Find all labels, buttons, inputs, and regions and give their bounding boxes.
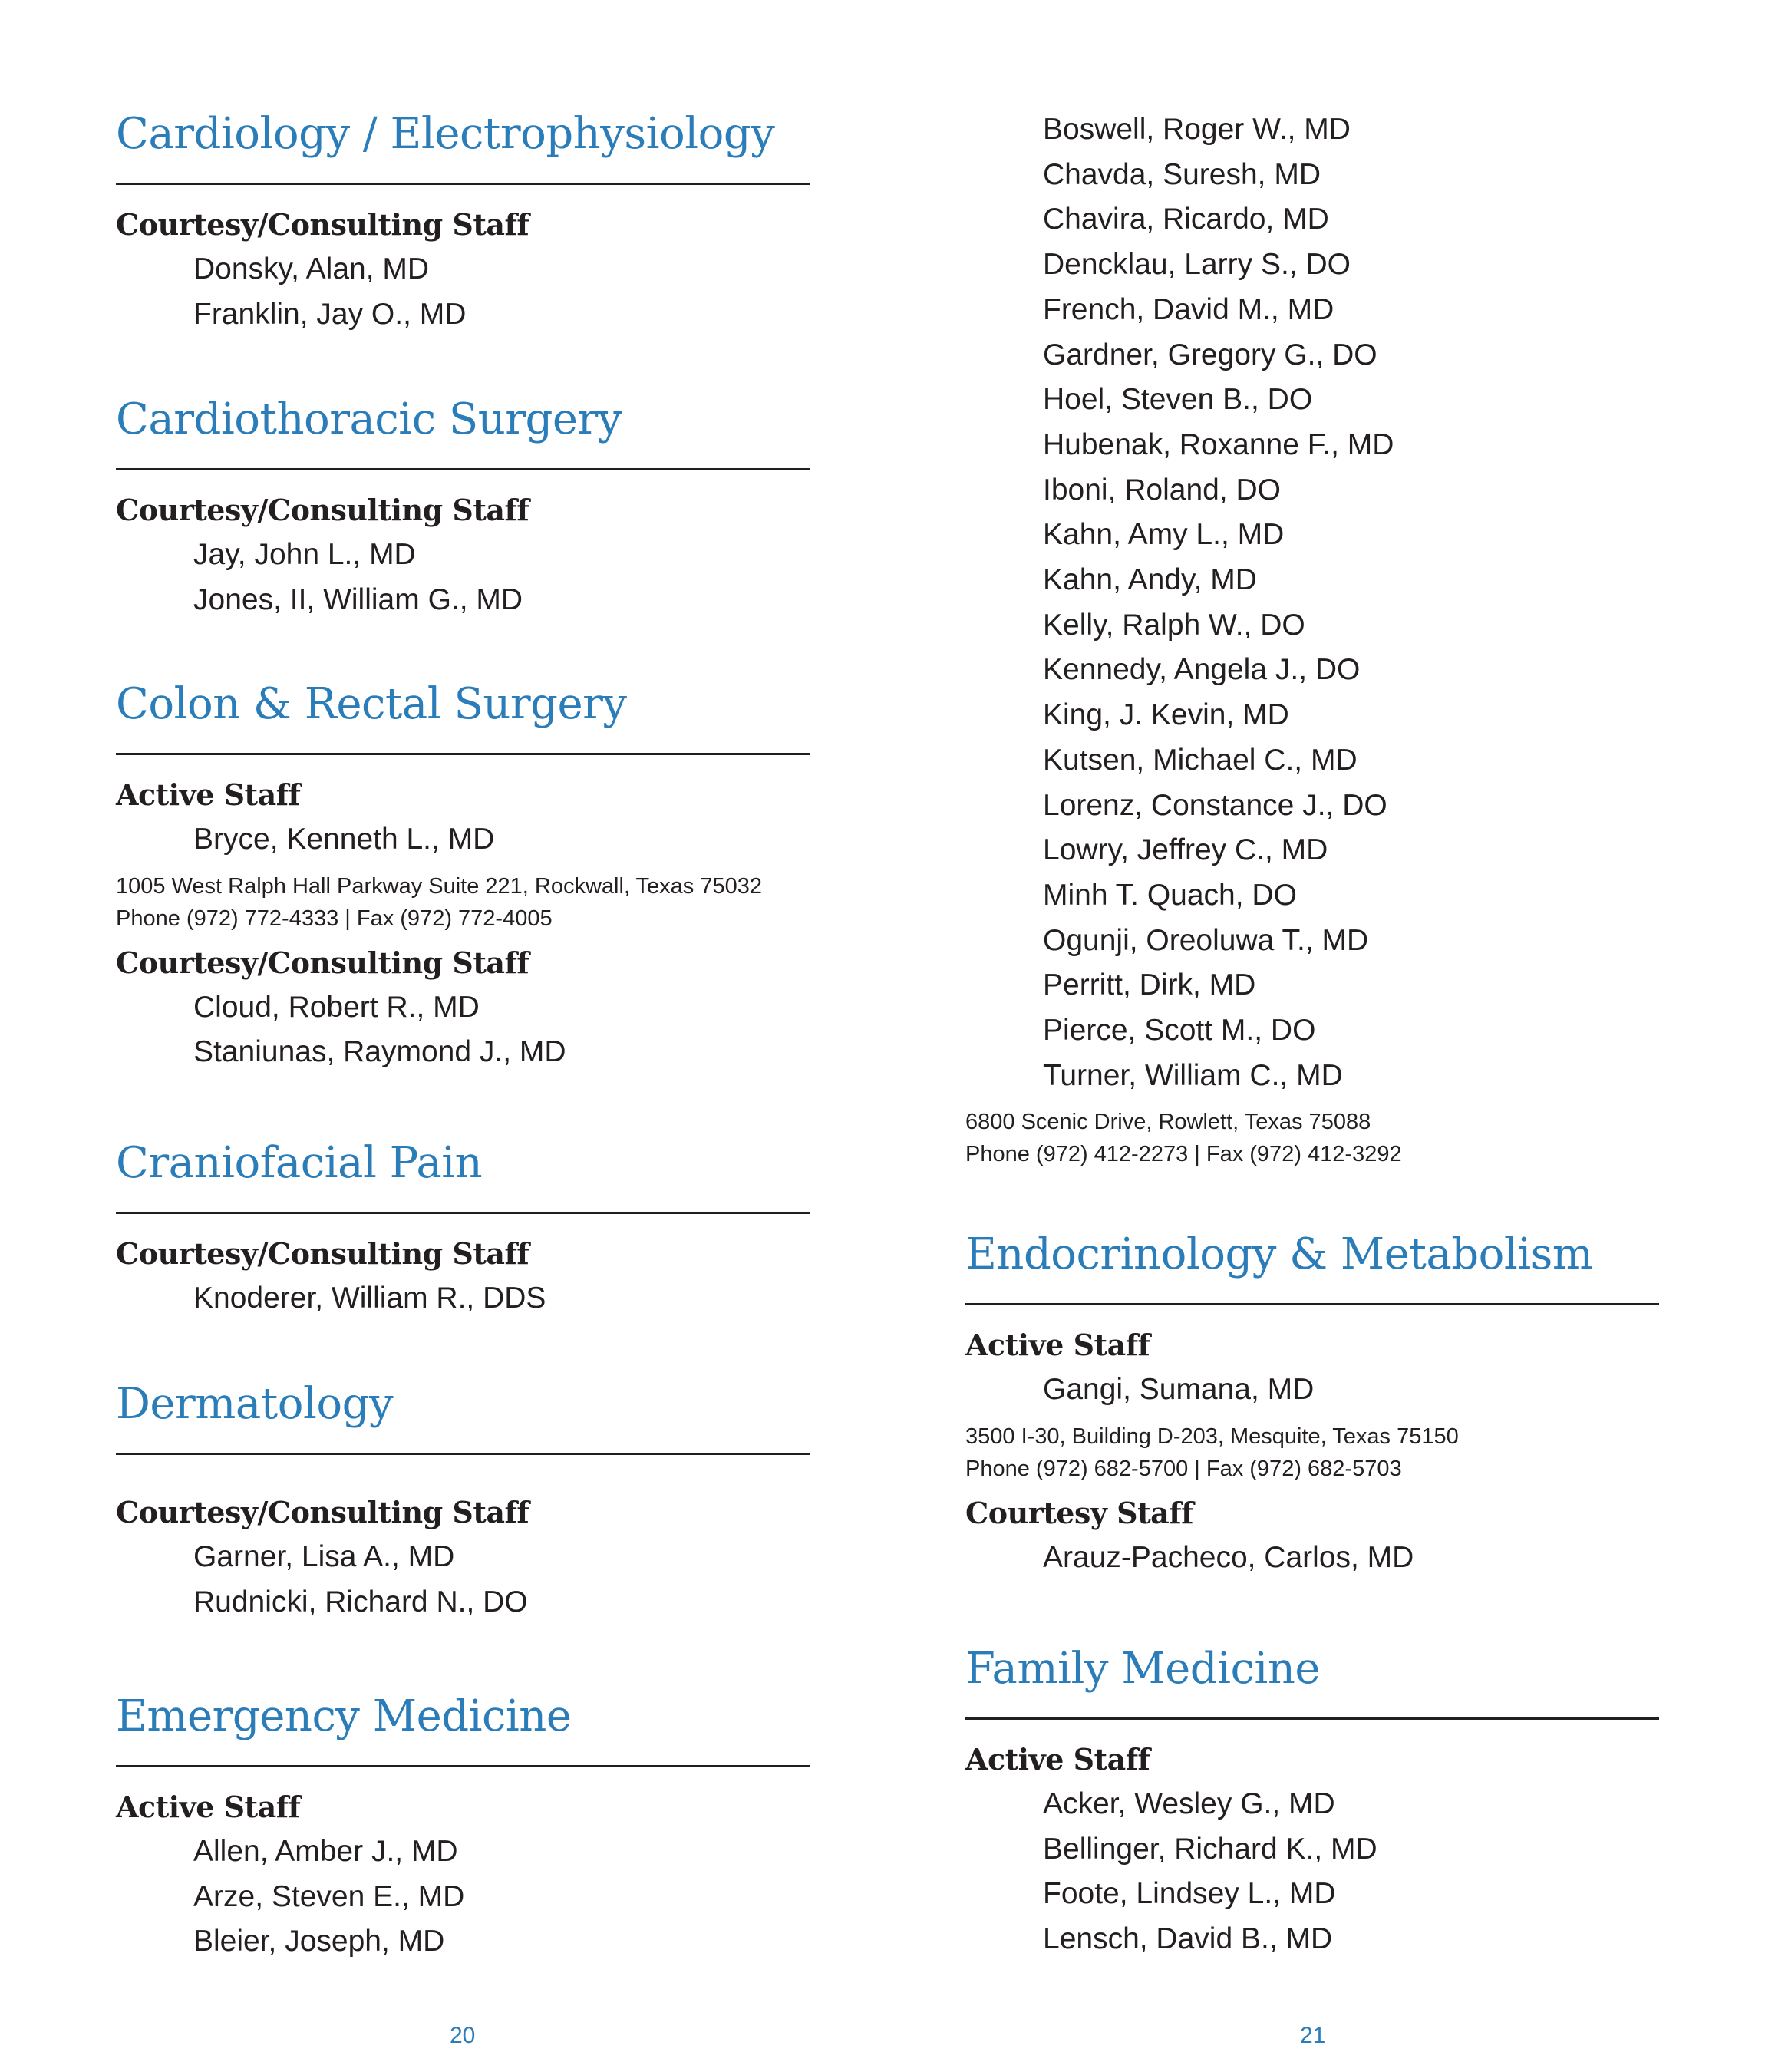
office-phone-fax: Phone (972) 412-2273 | Fax (972) 412-3292 xyxy=(965,1142,1402,1167)
section-heading: Emergency Medicine xyxy=(116,1691,572,1741)
divider xyxy=(116,1212,810,1214)
name-list xyxy=(116,1829,810,1965)
section-heading: Endocrinology & Metabolism xyxy=(965,1229,1593,1279)
physician-name: Franklin, Jay O., MD xyxy=(193,297,467,331)
physician-name: Jay, John L., MD xyxy=(193,538,416,571)
section-cardiology xyxy=(116,107,810,337)
name-list xyxy=(116,247,810,337)
name-list xyxy=(965,1782,1659,1962)
name-list xyxy=(116,1276,810,1321)
physician-name: Chavira, Ricardo, MD xyxy=(1043,203,1329,236)
physician-name: Allen, Amber J., MD xyxy=(193,1835,458,1868)
divider xyxy=(116,753,810,755)
physician-name: Iboni, Roland, DO xyxy=(1043,473,1282,506)
physician-name: Dencklau, Larry S., DO xyxy=(1043,248,1351,282)
office-address: 1005 West Ralph Hall Parkway Suite 221, Rockwall, Texas 75032 xyxy=(116,873,762,899)
section-family-medicine xyxy=(965,1642,1659,1962)
physician-name: Knoderer, William R., DDS xyxy=(193,1282,546,1315)
physician-name: Bleier, Joseph, MD xyxy=(193,1925,445,1958)
section-craniofacial xyxy=(116,1137,810,1321)
staff-group-courtesy xyxy=(965,1491,1659,1581)
name-list xyxy=(965,1368,1659,1413)
physician-name: Hoel, Steven B., DO xyxy=(1043,383,1313,417)
staff-group-active xyxy=(116,773,810,935)
physician-name: Kahn, Andy, MD xyxy=(1043,563,1257,597)
divider xyxy=(965,1303,1659,1305)
physician-name: Bellinger, Richard K., MD xyxy=(1043,1832,1377,1866)
office-phone-fax: Phone (972) 682-5700 | Fax (972) 682-5703 xyxy=(965,1456,1402,1481)
staff-group xyxy=(965,1737,1659,1962)
physician-name: Kutsen, Michael C., MD xyxy=(1043,743,1358,777)
physician-name: French, David M., MD xyxy=(1043,292,1334,326)
divider xyxy=(116,183,810,185)
physician-name: King, J. Kevin, MD xyxy=(1043,698,1289,732)
staff-group-title: Courtesy/Consulting Staff xyxy=(116,1236,530,1271)
name-list xyxy=(116,817,810,863)
staff-group-title: Active Staff xyxy=(116,777,301,812)
staff-group xyxy=(116,1490,810,1625)
divider xyxy=(116,1765,810,1767)
staff-group-title: Courtesy/Consulting Staff xyxy=(116,945,530,980)
section-heading: Cardiology / Electrophysiology xyxy=(116,109,775,159)
staff-group-title: Active Staff xyxy=(116,1790,301,1824)
name-list xyxy=(965,1536,1659,1581)
office-address-block xyxy=(116,870,810,935)
staff-group-active xyxy=(965,1323,1659,1485)
staff-group xyxy=(116,203,810,337)
divider xyxy=(116,468,810,470)
physician-name: Lensch, David B., MD xyxy=(1043,1922,1333,1956)
staff-group xyxy=(116,1232,810,1321)
staff-group-title: Courtesy Staff xyxy=(965,1495,1193,1530)
physician-name: Lowry, Jeffrey C., MD xyxy=(1043,833,1328,867)
divider xyxy=(965,1717,1659,1720)
physician-name: Chavda, Suresh, MD xyxy=(1043,157,1321,191)
name-list xyxy=(116,533,810,622)
physician-name: Staniunas, Raymond J., MD xyxy=(193,1035,566,1069)
physician-name: Jones, II, William G., MD xyxy=(193,582,523,616)
staff-group-title: Courtesy/Consulting Staff xyxy=(116,1495,530,1529)
office-address-block xyxy=(965,1420,1659,1485)
office-address: 3500 I-30, Building D-203, Mesquite, Texas 75150 xyxy=(965,1424,1459,1449)
staff-group xyxy=(116,1785,810,1965)
physician-name: Bryce, Kenneth L., MD xyxy=(193,823,495,856)
physician-name: Kelly, Ralph W., DO xyxy=(1043,608,1305,642)
section-dermatology xyxy=(116,1377,810,1625)
physician-name: Arauz-Pacheco, Carlos, MD xyxy=(1043,1540,1414,1574)
physician-name: Gangi, Sumana, MD xyxy=(1043,1373,1315,1406)
physician-name: Garner, Lisa A., MD xyxy=(193,1540,455,1573)
section-endocrinology xyxy=(965,1228,1659,1580)
physician-name: Kahn, Amy L., MD xyxy=(1043,518,1285,552)
page-number-left: 20 xyxy=(450,2023,476,2048)
section-heading: Family Medicine xyxy=(965,1644,1321,1694)
section-heading: Dermatology xyxy=(116,1379,394,1429)
physician-name: Rudnicki, Richard N., DO xyxy=(193,1585,528,1618)
physician-name: Donsky, Alan, MD xyxy=(193,252,430,285)
staff-group-title: Active Staff xyxy=(965,1328,1150,1362)
name-list xyxy=(116,985,810,1075)
office-address-block xyxy=(965,1106,1402,1170)
office-address: 6800 Scenic Drive, Rowlett, Texas 75088 xyxy=(965,1110,1371,1135)
physician-name: Arze, Steven E., MD xyxy=(193,1879,465,1913)
section-heading: Craniofacial Pain xyxy=(116,1138,483,1188)
physician-name: Turner, William C., MD xyxy=(1043,1058,1343,1092)
office-phone-fax: Phone (972) 772-4333 | Fax (972) 772-4005 xyxy=(116,906,553,931)
divider xyxy=(116,1453,810,1455)
physician-name: Kennedy, Angela J., DO xyxy=(1043,653,1361,687)
staff-group-title: Courtesy/Consulting Staff xyxy=(116,493,530,527)
staff-group-title: Active Staff xyxy=(965,1742,1150,1777)
physician-name: Foote, Lindsey L., MD xyxy=(1043,1877,1336,1911)
section-heading: Cardiothoracic Surgery xyxy=(116,394,622,444)
physician-name: Pierce, Scott M., DO xyxy=(1043,1014,1316,1048)
section-emergency-medicine-continued xyxy=(965,107,1402,1170)
section-cardiothoracic xyxy=(116,393,810,622)
physician-name: Minh T. Quach, DO xyxy=(1043,878,1297,912)
physician-name: Hubenak, Roxanne F., MD xyxy=(1043,427,1394,461)
physician-name: Lorenz, Constance J., DO xyxy=(1043,788,1387,822)
page-number-right: 21 xyxy=(1300,2023,1326,2048)
physician-name: Gardner, Gregory G., DO xyxy=(1043,338,1377,371)
physician-name: Cloud, Robert R., MD xyxy=(193,990,480,1024)
staff-group-title: Courtesy/Consulting Staff xyxy=(116,207,530,242)
staff-group-courtesy xyxy=(116,941,810,1075)
physician-name: Boswell, Roger W., MD xyxy=(1043,113,1351,146)
physician-name: Acker, Wesley G., MD xyxy=(1043,1787,1335,1820)
physician-name: Ogunji, Oreoluwa T., MD xyxy=(1043,923,1369,957)
section-heading: Colon & Rectal Surgery xyxy=(116,679,627,729)
name-list xyxy=(116,1535,810,1625)
name-list xyxy=(965,107,1402,1098)
staff-group xyxy=(116,488,810,622)
physician-name: Perritt, Dirk, MD xyxy=(1043,968,1256,1002)
section-colon-rectal xyxy=(116,678,810,1075)
section-emergency-medicine xyxy=(116,1690,810,1965)
